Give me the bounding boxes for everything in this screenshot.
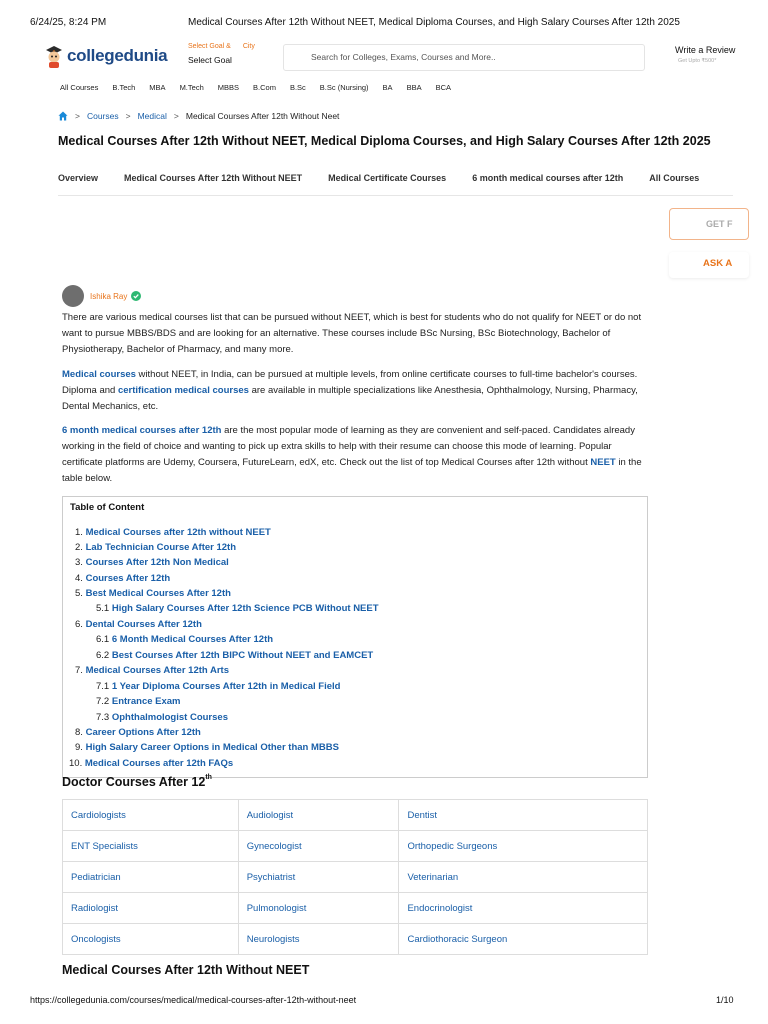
toc-number: 6.1 [96, 634, 110, 645]
medical-courses-link[interactable]: Medical courses [62, 369, 136, 380]
toc-subitem[interactable] [96, 712, 228, 723]
course-nav [60, 83, 465, 92]
home-icon[interactable] [58, 111, 68, 121]
toc-number: 7.1 [96, 681, 110, 692]
heading-text: Doctor Courses After 12 [62, 775, 206, 789]
toc-number: 7.2 [96, 696, 110, 707]
breadcrumb-medical[interactable]: Medical [137, 111, 167, 121]
tab-without-neet[interactable]: Medical Courses After 12th Without NEET [124, 173, 303, 183]
toc-item[interactable] [75, 527, 271, 538]
nav-item-mba[interactable]: MBA [149, 83, 166, 92]
toc-link[interactable]: Career Options After 12th [85, 727, 201, 738]
breadcrumb-courses[interactable]: Courses [86, 111, 119, 121]
table-cell[interactable]: Pulmonologist [238, 893, 399, 924]
nav-item-bcom[interactable]: B.Com [253, 83, 276, 92]
toc-link[interactable]: Ophthalmologist Courses [111, 712, 228, 723]
toc-item[interactable] [75, 557, 229, 568]
nav-item-bca[interactable]: BCA [435, 83, 451, 92]
toc-link[interactable]: Entrance Exam [111, 696, 181, 707]
print-title: Medical Courses After 12th Without NEET, Medical Diploma Courses, and High Salary Courses After 12th 2025 [188, 17, 680, 28]
six-month-courses-link[interactable]: 6 month medical courses after 12th [62, 425, 222, 436]
toc-number: 1. [75, 527, 83, 538]
breadcrumb [58, 111, 339, 121]
toc-number: 7. [75, 665, 83, 676]
print-footer-url: https://collegedunia.com/courses/medical/medical-courses-after-12th-without-neet [30, 995, 357, 1005]
mascot-icon [44, 44, 64, 68]
search-input[interactable]: Search for Colleges, Exams, Courses and More.. [283, 44, 645, 71]
nav-item-bsc-nursing[interactable]: B.Sc (Nursing) [319, 83, 369, 92]
intro-paragraph: There are various medical courses list that can be pursued without NEET, which is best for students who do not qualify for NEET or do not want to pursue MBBS/BDS and are looking for an alternative. These courses include BSc Nursing, BSc Biotechnology, Bachelor of Physiotherapy, Bachelor of Pharmacy, and many more. [62, 312, 642, 355]
breadcrumb-separator: > [75, 111, 80, 121]
section-tabs [58, 160, 733, 196]
toc-number: 4. [75, 573, 83, 584]
table-cell[interactable]: Neurologists [238, 924, 399, 955]
toc-item[interactable] [75, 619, 202, 630]
toc-link[interactable]: High Salary Career Options in Medical Other than MBBS [85, 742, 339, 753]
toc-number: 2. [75, 542, 83, 553]
print-date: 6/24/25, 8:24 PM [30, 17, 107, 28]
table-cell[interactable]: Cardiothoracic Surgeon [399, 924, 648, 955]
tab-6-month-courses[interactable]: 6 month medical courses after 12th [472, 173, 624, 183]
nav-item-bba[interactable]: BBA [406, 83, 422, 92]
goal-selector[interactable] [188, 43, 280, 65]
breadcrumb-separator: > [125, 111, 131, 121]
toc-number: 8. [75, 727, 83, 738]
table-row [63, 893, 648, 924]
tab-overview[interactable]: Overview [58, 173, 99, 183]
nav-item-all-courses[interactable]: All Courses [60, 83, 99, 92]
table-of-content [62, 496, 648, 778]
logo-text: collegedunia [67, 46, 168, 65]
table-cell[interactable]: Oncologists [63, 924, 239, 955]
toc-number: 6.2 [96, 650, 110, 661]
table-cell[interactable]: Radiologist [63, 893, 239, 924]
collegedunia-logo[interactable] [44, 42, 167, 70]
paragraph-text: are available in multiple specializations like Anesthesia, Ophthalmology, Nursing, Pharmacy, Dental Mechanics, etc. [62, 385, 638, 412]
toc-link[interactable]: Courses After 12th Non Medical [85, 557, 229, 568]
toc-item[interactable] [75, 542, 236, 553]
toc-number: 5.1 [96, 603, 110, 614]
toc-link[interactable]: Medical Courses after 12th without NEET [85, 527, 271, 538]
toc-number: 10. [69, 758, 83, 769]
write-review-button[interactable] [675, 45, 735, 64]
toc-link[interactable]: Courses After 12th [85, 573, 171, 584]
nav-item-mtech[interactable]: M.Tech [179, 83, 204, 92]
paragraph-text: without NEET, in India, can be pursued at multiple levels, from online certificate courses to full-time bachelor's courses. Diploma and [62, 369, 638, 396]
toc-link[interactable]: 6 Month Medical Courses After 12th [111, 634, 274, 645]
ask-button[interactable]: ASK A [669, 252, 749, 278]
toc-title: Table of Content [70, 502, 145, 513]
certificate-paragraph [62, 423, 650, 487]
toc-item[interactable] [75, 588, 231, 599]
table-row [63, 924, 648, 955]
avatar [62, 285, 84, 307]
toc-link[interactable]: Dental Courses After 12th [85, 619, 202, 630]
toc-item[interactable] [75, 742, 339, 753]
toc-item[interactable] [75, 665, 229, 676]
verified-icon [131, 291, 141, 301]
table-cell[interactable]: ENT Specialists [63, 831, 239, 862]
toc-link[interactable]: Best Courses After 12th BIPC Without NEET and EAMCET [111, 650, 374, 661]
get-button[interactable]: GET F [669, 208, 749, 240]
doctor-courses-table [62, 799, 648, 955]
toc-link[interactable]: Medical Courses after 12th FAQs [84, 758, 234, 769]
tab-all-courses[interactable]: All Courses [649, 173, 700, 183]
table-cell[interactable]: Endocrinologist [399, 893, 648, 924]
toc-item[interactable] [69, 758, 233, 769]
doctor-courses-heading [62, 775, 212, 789]
toc-subitem[interactable] [96, 681, 340, 692]
author-name[interactable]: Ishika Ray [90, 291, 128, 301]
write-review-label: Write a Review [675, 45, 736, 55]
table-cell[interactable]: Orthopedic Surgeons [399, 831, 648, 862]
breadcrumb-current: Medical Courses After 12th Without Neet [185, 111, 340, 121]
table-cell[interactable]: Dentist [399, 800, 648, 831]
write-review-sub: Get Upto ₹500* [678, 58, 717, 64]
certification-courses-link[interactable]: certification medical courses [117, 385, 249, 396]
toc-number: 7.3 [96, 712, 110, 723]
levels-paragraph [62, 367, 650, 415]
toc-link[interactable]: Best Medical Courses After 12th [85, 588, 231, 599]
goal-value[interactable]: Select Goal [188, 55, 232, 65]
toc-number: 6. [75, 619, 83, 630]
city-label[interactable]: City [242, 43, 255, 50]
toc-number: 9. [75, 742, 83, 753]
table-cell[interactable]: Cardiologists [63, 800, 239, 831]
paragraph-text: in the table below. [62, 457, 642, 484]
toc-subitem[interactable] [96, 696, 181, 707]
paragraph-text: are the most popular mode of learning as they are convenient and self-paced. Candidates already working in the field of choice and wanting to pick up extra skills to help with their resume can choose this mode of learning. Popular certificate platforms are Udemy, Coursera, FutureLearn, edX, etc. Check out the list of top Medical Courses after 12th without [62, 425, 635, 468]
tab-certificate-courses[interactable]: Medical Certificate Courses [328, 173, 447, 183]
neet-link[interactable]: NEET [590, 457, 616, 468]
page-title: Medical Courses After 12th Without NEET, Medical Diploma Courses, and High Salary Courses After 12th 2025 [58, 134, 711, 148]
toc-subitem[interactable] [96, 634, 273, 645]
goal-label: Select Goal & [188, 43, 231, 50]
print-page-number: 1/10 [716, 995, 734, 1005]
section-heading: Medical Courses After 12th Without NEET [62, 963, 310, 977]
nav-item-btech[interactable]: B.Tech [112, 83, 136, 92]
toc-link[interactable]: High Salary Courses After 12th Science PCB Without NEET [111, 603, 379, 614]
nav-item-mbbs[interactable]: MBBS [217, 83, 240, 92]
toc-subitem[interactable] [96, 603, 379, 614]
author-byline [62, 285, 141, 307]
toc-number: 5. [75, 588, 83, 599]
table-row [63, 831, 648, 862]
table-cell[interactable]: Gynecologist [238, 831, 399, 862]
toc-item[interactable] [75, 573, 170, 584]
breadcrumb-separator: > [173, 111, 179, 121]
nav-item-ba[interactable]: BA [382, 83, 393, 92]
toc-number: 3. [75, 557, 83, 568]
nav-item-bsc[interactable]: B.Sc [289, 83, 306, 92]
toc-link[interactable]: Lab Technician Course After 12th [85, 542, 237, 553]
table-cell[interactable]: Audiologist [238, 800, 399, 831]
table-row [63, 862, 648, 893]
heading-superscript: th [205, 773, 212, 781]
toc-subitem[interactable] [96, 650, 373, 661]
table-cell[interactable]: Psychiatrist [238, 862, 399, 893]
table-cell[interactable]: Pediatrician [63, 862, 239, 893]
table-cell[interactable]: Veterinarian [399, 862, 648, 893]
table-row [63, 800, 648, 831]
toc-link[interactable]: Medical Courses After 12th Arts [85, 665, 229, 676]
toc-item[interactable] [75, 727, 201, 738]
toc-link[interactable]: 1 Year Diploma Courses After 12th in Medical Field [111, 681, 341, 692]
